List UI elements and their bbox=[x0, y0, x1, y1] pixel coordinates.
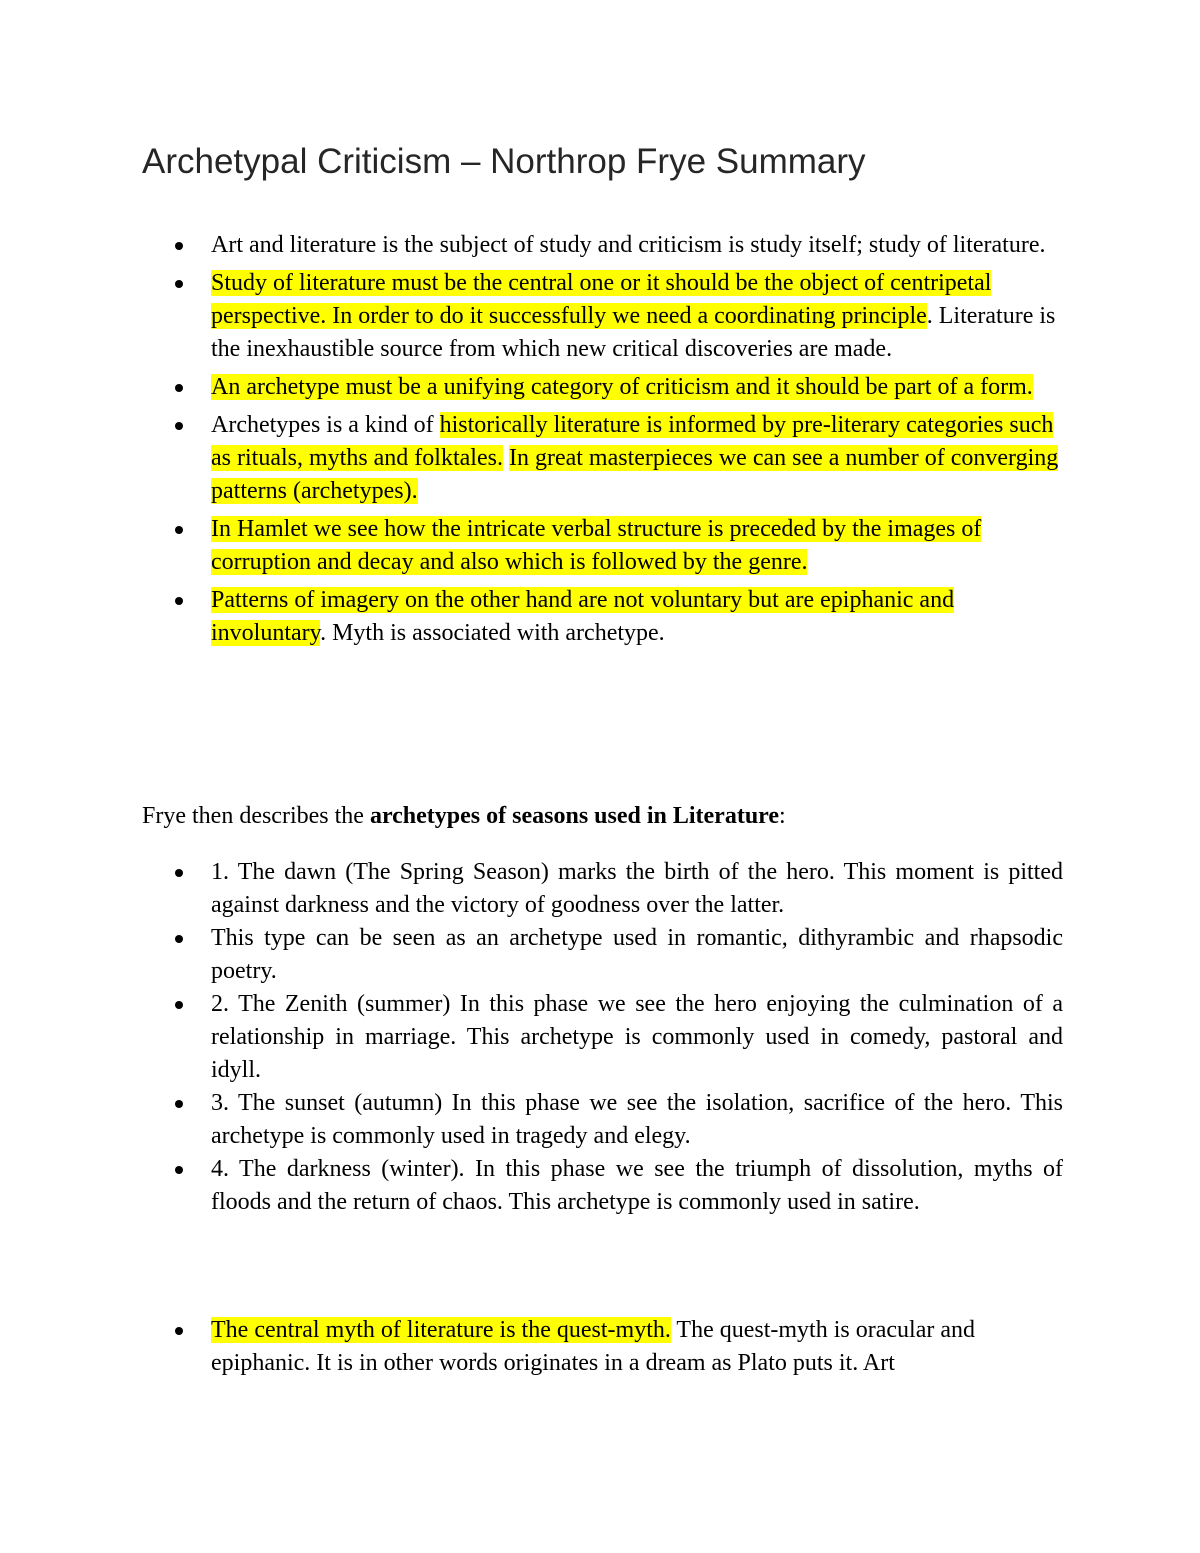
bullet-icon bbox=[175, 526, 183, 534]
highlighted-text: Study of literature must be the central one or it should be the object of centripetal perspective. In order to do it successfully we need a coordinating principle bbox=[211, 270, 992, 329]
list-item: 1. The dawn (The Spring Season) marks the birth of the hero. This moment is pitted against darkness and the victory of goodness over the latter. bbox=[211, 856, 1063, 922]
bullet-icon bbox=[175, 1166, 183, 1174]
bullet-icon bbox=[175, 242, 183, 250]
highlighted-text: In Hamlet we see how the intricate verbal structure is preceded by the images of corruption and decay and also which is followed by the genre. bbox=[211, 516, 982, 575]
highlighted-text: In great masterpieces we can see a number of converging patterns (archetypes). bbox=[211, 445, 1059, 504]
bullet-icon bbox=[175, 280, 183, 288]
list-item: Study of literature must be the central one or it should be the object of centripetal perspective. In order to do it successfully we need a coordinating principle. Literature is the inexhaustible source from which new critical discoveries are made. bbox=[211, 267, 1063, 366]
bullet-icon bbox=[175, 935, 183, 943]
seasons-intro-paragraph: Frye then describes the archetypes of seasons used in Literature: bbox=[142, 803, 786, 829]
list-item bbox=[211, 513, 1063, 579]
bullet-icon bbox=[175, 1001, 183, 1009]
list-item: The central myth of literature is the quest-myth. The quest-myth is oracular and epiphanic. It is in other words originates in a dream as Plato puts it. Art bbox=[211, 1314, 1063, 1380]
list-item: 2. The Zenith (summer) In this phase we see the hero enjoying the culmination of a relationship in marriage. This archetype is commonly used in comedy, pastoral and idyll. bbox=[211, 988, 1063, 1087]
bullet-list-seasons bbox=[0, 856, 1200, 1219]
document-title: Archetypal Criticism – Northrop Frye Summary bbox=[142, 142, 866, 181]
bullet-icon bbox=[175, 422, 183, 430]
bullet-icon bbox=[175, 1100, 183, 1108]
list-item: This type can be seen as an archetype used in romantic, dithyrambic and rhapsodic poetry. bbox=[211, 922, 1063, 988]
list-item: Patterns of imagery on the other hand are not voluntary but are epiphanic and involuntary. Myth is associated with archetype. bbox=[211, 584, 1063, 650]
highlighted-text: The central myth of literature is the quest-myth. bbox=[211, 1317, 671, 1343]
highlighted-text: historically literature is informed by pre-literary categories such as rituals, myths and folktales. bbox=[211, 412, 1054, 471]
bullet-list-quest-myth bbox=[0, 1314, 1200, 1380]
bullet-list-main bbox=[0, 229, 1200, 650]
bullet-icon bbox=[175, 1327, 183, 1335]
bullet-icon bbox=[175, 384, 183, 392]
highlighted-text: Patterns of imagery on the other hand are not voluntary but are epiphanic and involuntary bbox=[211, 587, 955, 646]
list-item: Archetypes is a kind of historically literature is informed by pre-literary categories such as rituals, myths and folktales. In great masterpieces we can see a number of converging patterns (archetypes). bbox=[211, 409, 1063, 508]
bold-phrase: archetypes of seasons used in Literature bbox=[369, 803, 780, 829]
list-item bbox=[211, 371, 1063, 404]
bullet-icon bbox=[175, 597, 183, 605]
list-item: 4. The darkness (winter). In this phase we see the triumph of dissolution, myths of floods and the return of chaos. This archetype is commonly used in satire. bbox=[211, 1153, 1063, 1219]
list-item: Art and literature is the subject of study and criticism is study itself; study of literature. bbox=[211, 229, 1063, 262]
bullet-icon bbox=[175, 869, 183, 877]
highlighted-text: An archetype must be a unifying category of criticism and it should be part of a form. bbox=[211, 374, 1033, 400]
list-item: 3. The sunset (autumn) In this phase we see the isolation, sacrifice of the hero. This archetype is commonly used in tragedy and elegy. bbox=[211, 1087, 1063, 1153]
